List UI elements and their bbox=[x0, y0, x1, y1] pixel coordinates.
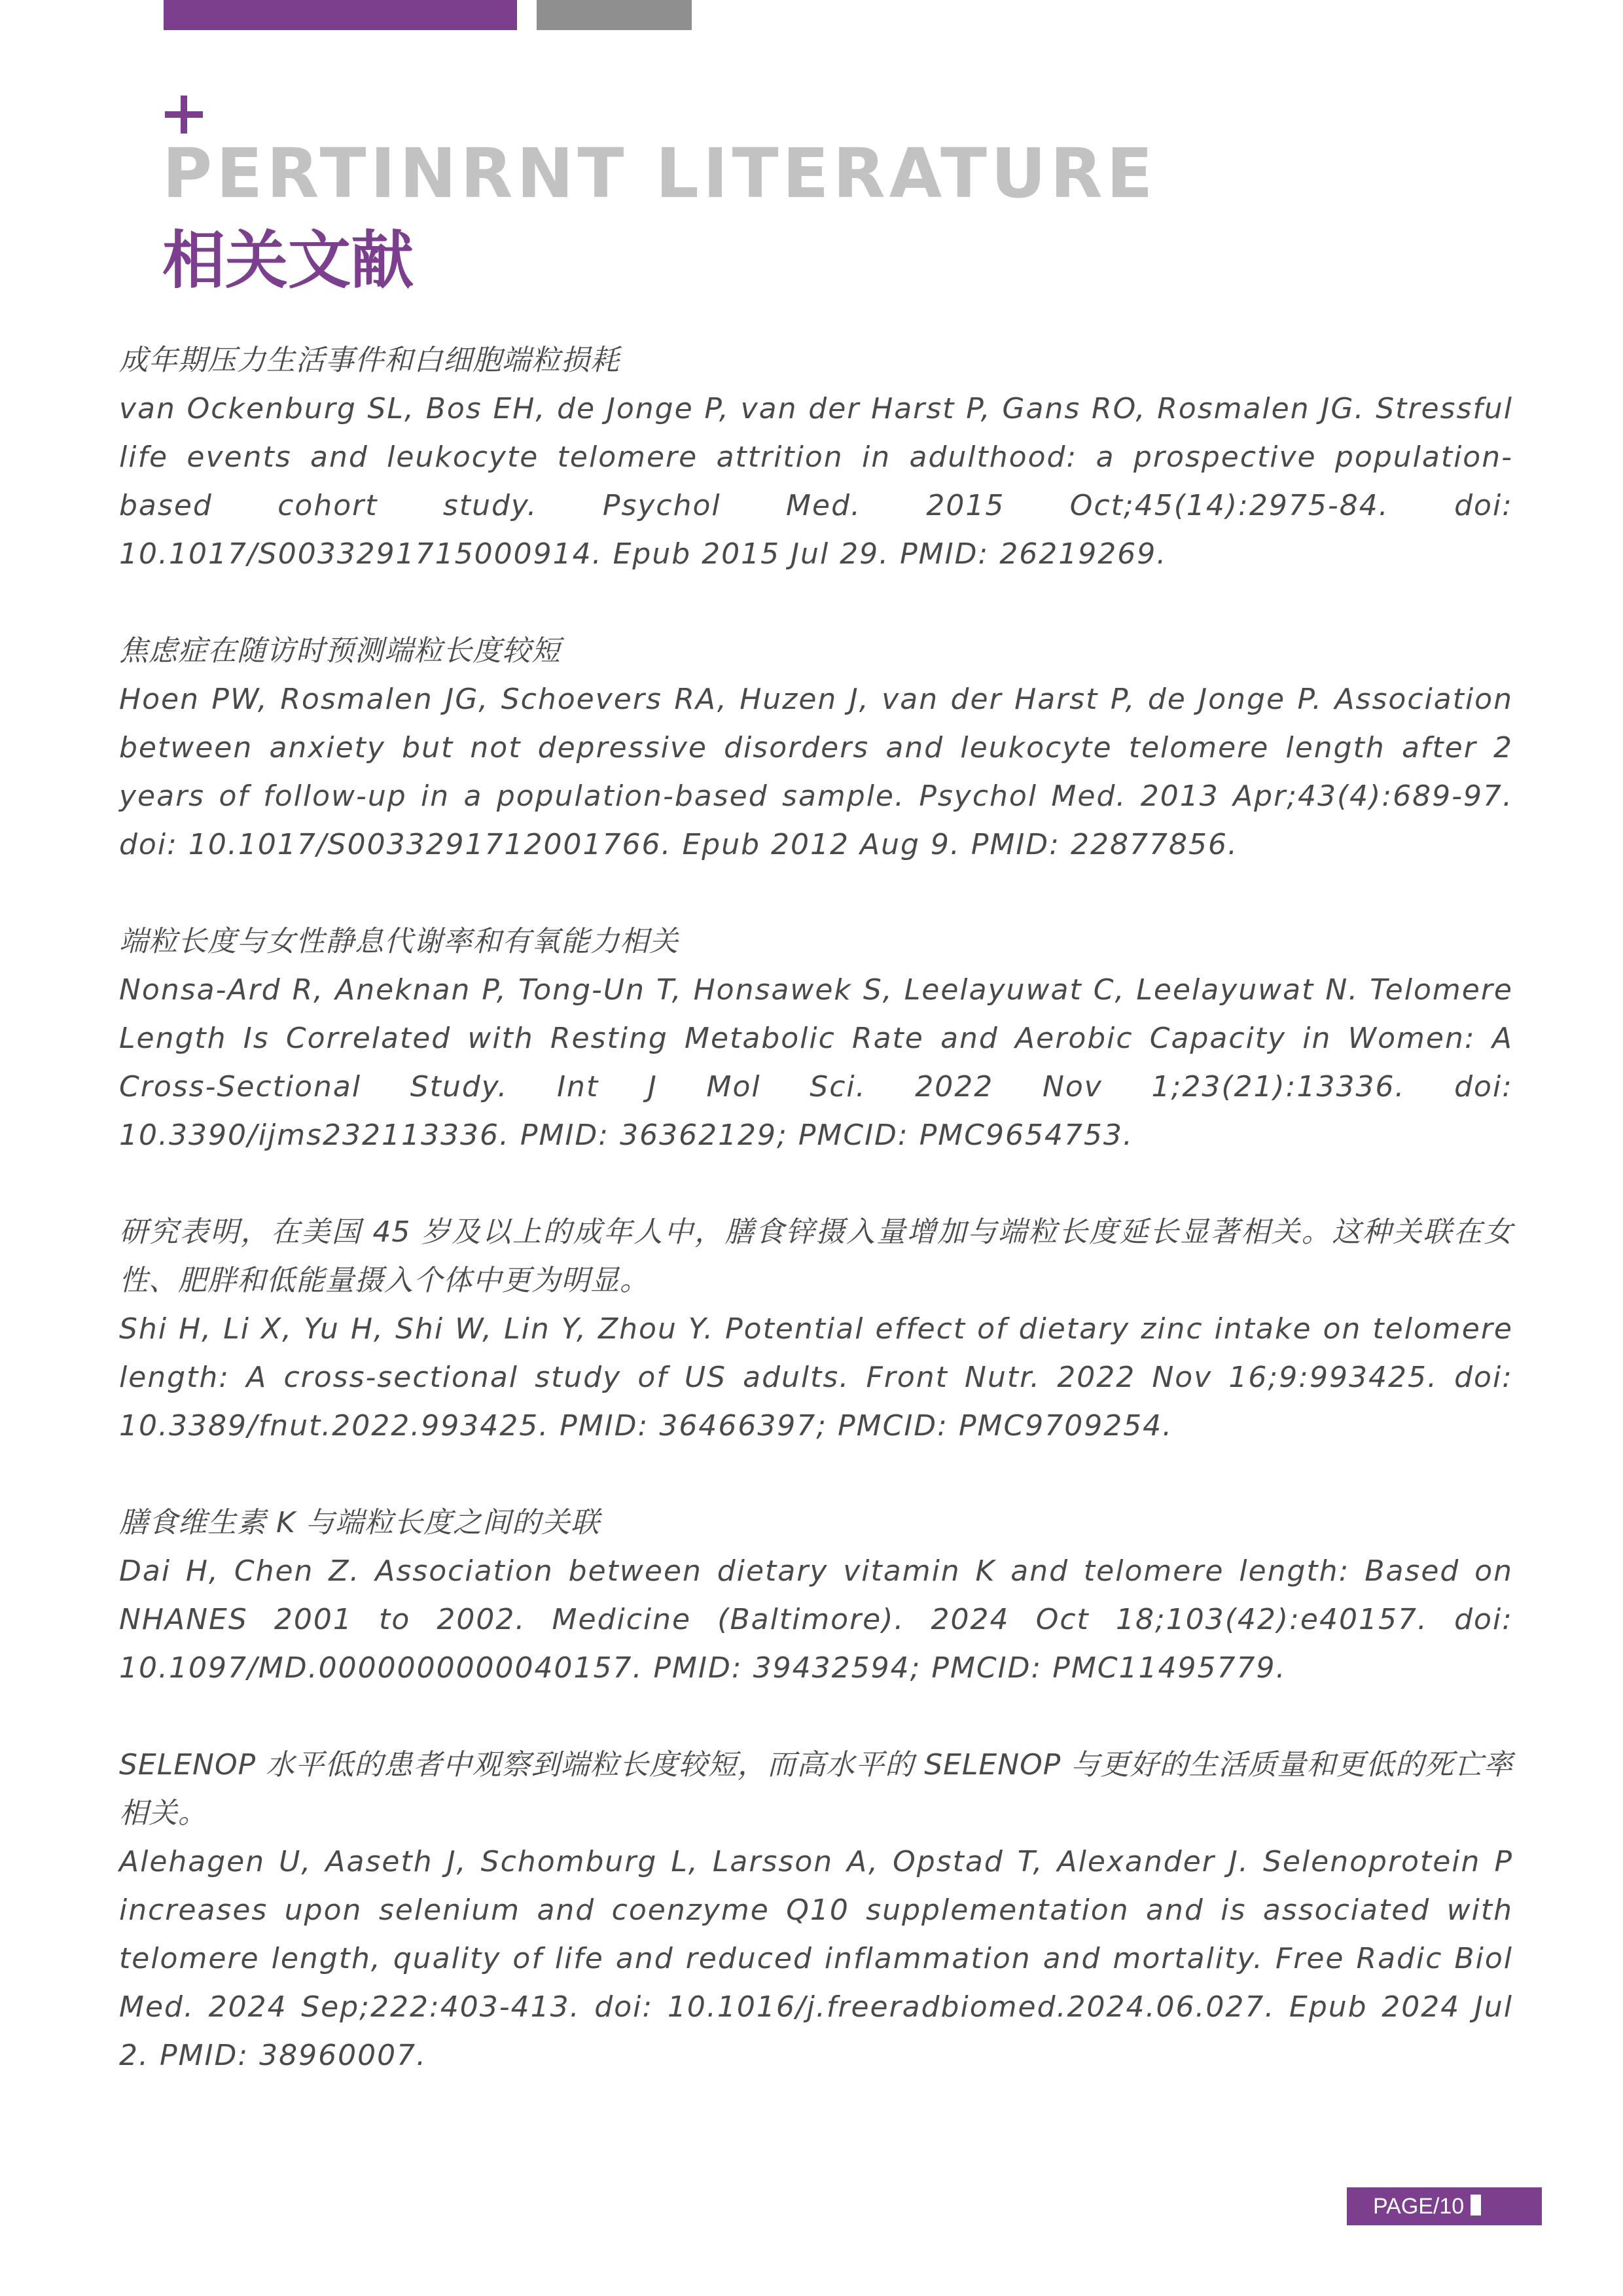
reference-citation: Hoen PW, Rosmalen JG, Schoevers RA, Huzen J, van der Harst P, de Jonge P. Association between anxiety but not depressive disorders and leukocyte telomere length after 2 years of follow-up in a population-based sample. Psychol Med. 2013 Apr;43(4):689-97. doi: 10.1017/S0033291712001766. Epub 2012 Aug 9. PMID: 22877856. bbox=[119, 683, 1513, 861]
reference-citation: Nonsa-Ard R, Aneknan P, Tong-Un T, Honsawek S, Leelayuwat C, Leelayuwat N. Telomere Length Is Correlated with Resting Metabolic Rate and Aerobic Capacity in Women: A Cross-Sectional Study. Int J Mol Sci. 2022 Nov 1;23(21):13336. doi: 10.3390/ijms232113336. PMID: 36362129; PMCID: PMC9654753. bbox=[119, 973, 1513, 1152]
reference-summary: 焦虑症在随访时预测端粒长度较短 bbox=[119, 634, 561, 668]
reference-item bbox=[119, 1208, 1513, 1450]
reference-item bbox=[119, 336, 1513, 579]
top-accent-bar-gray bbox=[537, 0, 692, 30]
reference-list bbox=[119, 336, 1513, 2128]
reference-citation: van Ockenburg SL, Bos EH, de Jonge P, van der Harst P, Gans RO, Rosmalen JG. Stressful life events and leukocyte telomere attrition in adulthood: a prospective population-based cohort study. Psychol Med. 2015 Oct;45(14):2975-84. doi: 10.1017/S0033291715000914. Epub 2015 Jul 29. PMID: 26219269. bbox=[119, 392, 1513, 571]
reference-summary: 研究表明，在美国 45 岁及以上的成年人中，膳食锌摄入量增加与端粒长度延长显著相关。这种关联在女性、肥胖和低能量摄入个体中更为明显。 bbox=[119, 1215, 1513, 1297]
reference-item bbox=[119, 627, 1513, 869]
reference-summary: 膳食维生素 K 与端粒长度之间的关联 bbox=[119, 1506, 600, 1539]
reference-item bbox=[119, 1741, 1513, 2080]
page-marker-icon bbox=[1471, 2195, 1481, 2215]
reference-summary: 端粒长度与女性静息代谢率和有氧能力相关 bbox=[119, 925, 679, 958]
page-title-chinese: 相关文献 bbox=[162, 224, 414, 297]
reference-citation: Dai H, Chen Z. Association between dietary vitamin K and telomere length: Based on NHANES 2001 to 2002. Medicine (Baltimore). 2024 Oct 18;103(42):e40157. doi: 10.1097/MD.0000000000040157. PMID: 39432594; PMCID: PMC11495779. bbox=[119, 1554, 1513, 1685]
page-number-badge bbox=[1347, 2187, 1542, 2225]
page-title-english: PERTINRNT LITERATURE bbox=[162, 134, 1157, 213]
reference-citation: Shi H, Li X, Yu H, Shi W, Lin Y, Zhou Y. Potential effect of dietary zinc intake on telomere length: A cross-sectional study of US adults. Front Nutr. 2022 Nov 16;9:993425. doi: 10.3389/fnut.2022.993425. PMID: 36466397; PMCID: PMC9709254. bbox=[119, 1312, 1513, 1443]
reference-summary: SELENOP 水平低的患者中观察到端粒长度较短，而高水平的 SELENOP 与更好的生活质量和更低的死亡率相关。 bbox=[119, 1748, 1513, 1830]
page-number-label: PAGE/10 bbox=[1373, 2194, 1465, 2219]
reference-summary: 成年期压力生活事件和白细胞端粒损耗 bbox=[119, 344, 620, 377]
reference-item bbox=[119, 918, 1513, 1160]
reference-item bbox=[119, 1499, 1513, 1693]
top-accent-bar-purple bbox=[164, 0, 517, 30]
plus-icon bbox=[165, 96, 203, 134]
reference-citation: Alehagen U, Aaseth J, Schomburg L, Larsson A, Opstad T, Alexander J. Selenoprotein P increases upon selenium and coenzyme Q10 supplementation and is associated with telomere length, quality of life and reduced inflammation and mortality. Free Radic Biol Med. 2024 Sep;222:403-413. doi: 10.1016/j.freeradbiomed.2024.06.027. Epub 2024 Jul 2. PMID: 38960007. bbox=[119, 1845, 1513, 2072]
